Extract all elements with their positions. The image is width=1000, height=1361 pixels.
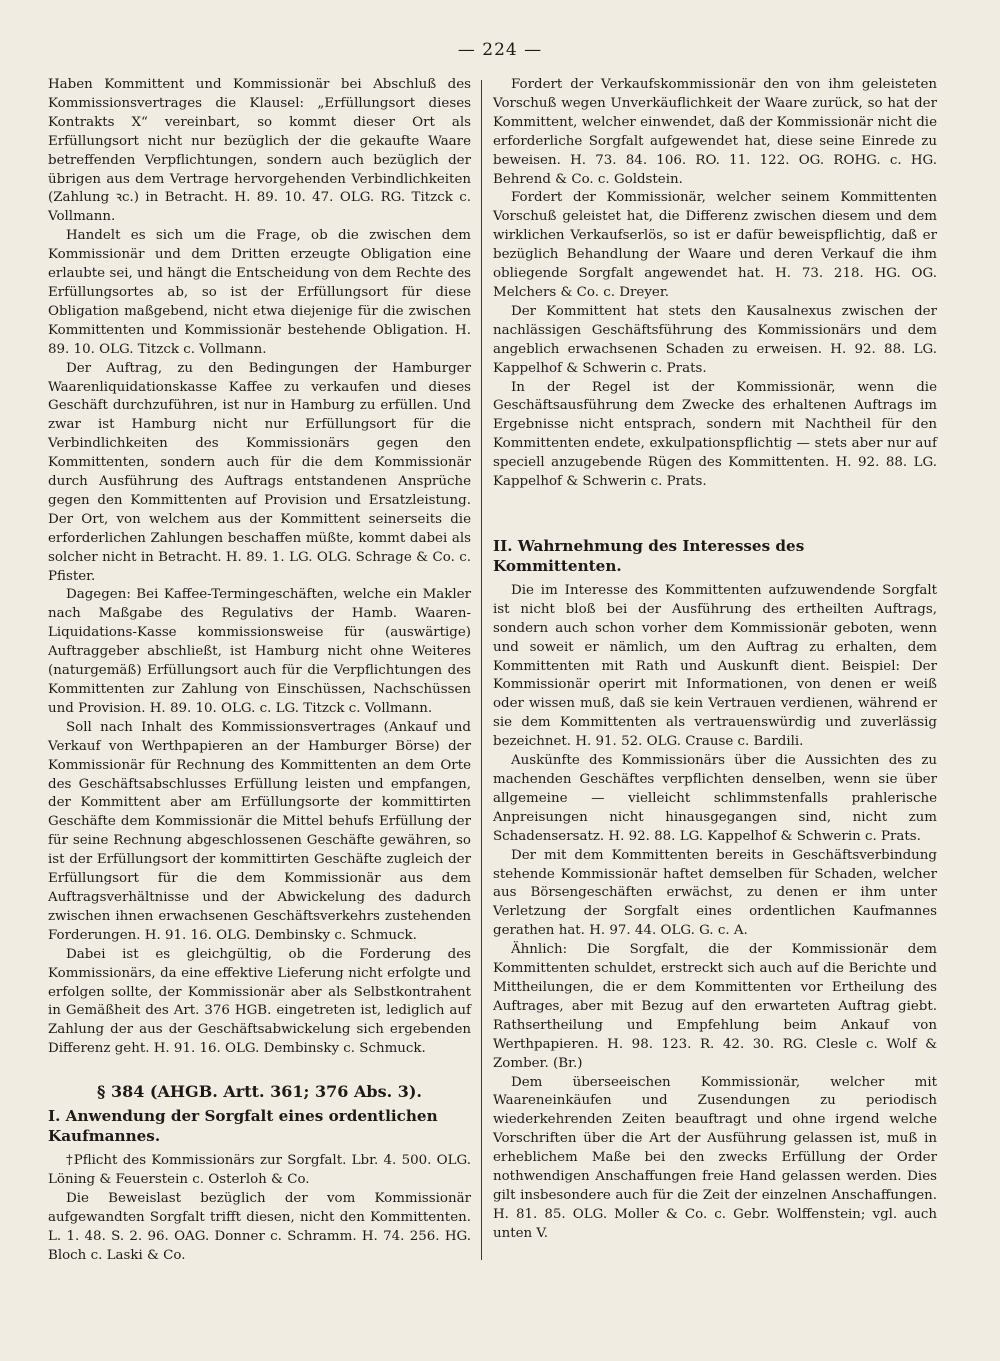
subsection-heading: I. Anwendung der Sorgfalt eines ordentlichen Kaufmannes. bbox=[48, 1107, 438, 1146]
left-column bbox=[48, 76, 471, 1266]
section-title: § 384 (AHGB. Artt. 361; 376 Abs. 3). bbox=[97, 1082, 422, 1102]
paragraph: †Pflicht des Kommissionärs zur Sorgfalt. Lbr. 4. 500. OLG. Löning & Feuerstein c. Osterloh & Co. bbox=[48, 1153, 471, 1188]
paragraph: Auskünfte des Kommissionärs über die Aussichten des zu machenden Geschäftes verpflichten denselben, wenn sie über allgemeine — vielleicht schlimmstenfalls prahlerische Anpreisungen nicht hinausgegangen sind, nicht zum Schadensersatz. H. 92. 88. LG. Kappelhof & Schwerin c. Prats. bbox=[493, 753, 937, 844]
paragraph: Der Auftrag, zu den Bedingungen der Hamburger Waarenliquidationskasse Kaffee zu verkaufen und dieses Geschäft durchzuführen, ist nur in Hamburg zu erfüllen. Und zwar ist Hamburg nicht nur Erfüllungsort für die Verbindlichkeiten des Kommissionärs gegen den Kommittenten, sondern auch für die dem Kommissionär durch Ausführung des Auftrags entstandenen Ansprüche gegen den Kommittenten auf Provision und Ersatzleistung. Der Ort, von welchem aus der Kommittent seinerseits die erforderlichen Zahlungen beschaffen müßte, kommt dabei als solcher nicht in Betracht. H. 89. 1. LG. OLG. Schrage & Co. c. Pfister. bbox=[48, 360, 471, 584]
paragraph: Haben Kommittent und Kommissionär bei Abschluß des Kommissionsvertrages die Klausel: „Erfüllungsort dieses Kontrakts X“ vereinbart, so kommt dieser Ort als Erfüllungsort nicht nur bezüglich der die gekaufte Waare betreffenden Verpflichtungen, sondern auch bezüglich der übrigen aus dem Vertrage hervorgehenden Verbindlichkeiten (Zahlung ꝛc.) in Betracht. H. 89. 10. 47. OLG. RG. Titzck c. Vollmann. bbox=[48, 77, 471, 225]
paragraph: Der Kommittent hat stets den Kausalnexus zwischen der nachlässigen Geschäftsführung des Kommissionärs und dem angeblich erwachsenen Schaden zu erweisen. H. 92. 88. LG. Kappelhof & Schwerin c. Prats. bbox=[493, 303, 937, 376]
paragraph: Ähnlich: Die Sorgfalt, die der Kommissionär dem Kommittenten schuldet, erstreckt sich auch auf die Berichte und Mittheilungen, die er dem Kommittenten vor Ertheilung des Auftrages, aber mit Bezug auf den erwarteten Auftrag giebt. Rathsertheilung und Empfehlung beim Ankauf von Werthpapieren. H. 98. 123. R. 42. 30. RG. Clesle c. Wolf & Zomber. (Br.) bbox=[493, 942, 937, 1071]
paragraph: Der mit dem Kommittenten bereits in Geschäftsverbindung stehende Kommissionär haftet demselben für Schaden, welcher aus Börsengeschäften erwächst, zu denen er ihm unter Verletzung der Sorgfalt eines ordentlichen Kaufmannes gerathen hat. H. 97. 44. OLG. G. c. A. bbox=[493, 847, 937, 939]
paragraph: Die Beweislast bezüglich der vom Kommissionär aufgewandten Sorgfalt trifft diesen, nicht den Kommittenten. L. 1. 48. S. 2. 96. OAG. Donner c. Schramm. H. 74. 256. HG. Bloch c. Laski & Co. bbox=[48, 1190, 471, 1263]
page-number: — 224 — bbox=[457, 40, 543, 60]
subsection-heading: II. Wahrnehmung des Interesses des Kommittenten. bbox=[493, 536, 805, 575]
right-column bbox=[493, 76, 937, 1244]
paragraph: Dem überseeischen Kommissionär, welcher mit Waareneinkäufen und Zusendungen zu periodisch wiederkehrenden Zeiten beauftragt und ohne irgend welche Vorschriften über die Art der Ausführung gelassen ist, muß in erheblichem Maße bei den zwecks Erfüllung der Order nothwendigen Anschaffungen freie Hand gelassen werden. Dies gilt insbesondere auch für die Zeit der einzelnen Anschaffungen. H. 81. 85. OLG. Moller & Co. c. Gebr. Wolffenstein; vgl. auch unten V. bbox=[493, 1074, 937, 1241]
paragraph: Dagegen: Bei Kaffee-Termingeschäften, welche ein Makler nach Maßgabe des Regulativs der Hamb. Waaren-Liquidations-Kasse kommissionsweise für (auswärtige) Auftraggeber abschließt, ist Hamburg nicht ohne Weiteres (naturgemäß) Erfüllungsort auch für die Verpflichtungen des Kommittenten zur Zahlung von Einschüssen, Nachschüssen und Provision. H. 89. 10. OLG. c. LG. Titzck c. Vollmann. bbox=[48, 587, 471, 716]
column-divider bbox=[481, 80, 482, 1260]
paragraph: Fordert der Verkaufskommissionär den von ihm geleisteten Vorschuß wegen Unverkäuflichkeit der Waare zurück, so hat der Kommittent, welcher einwendet, daß der Kommissionär nicht die erforderliche Sorgfalt aufgewendet hat, diese seine Einrede zu beweisen. H. 73. 84. 106. RO. 11. 122. OG. ROHG. c. HG. Behrend & Co. c. Goldstein. bbox=[493, 77, 937, 187]
paragraph: Dabei ist es gleichgültig, ob die Forderung des Kommissionärs, da eine effektive Lieferung nicht erfolgte und erfolgen sollte, der Kommissionär aber als Selbstkontrahent in Gemäßheit des Art. 376 HGB. eingetreten ist, lediglich auf Zahlung der aus der Geschäftsabwickelung sich ergebenden Differenz geht. H. 91. 16. OLG. Dembinsky c. Schmuck. bbox=[48, 946, 471, 1057]
paragraph: Soll nach Inhalt des Kommissionsvertrages (Ankauf und Verkauf von Werthpapieren an der Hamburger Börse) der Kommissionär für Rechnung des Kommittenten an dem Orte des Geschäftsabschlusses Erfüllung leisten und empfangen, der Kommittent aber am Erfüllungsorte der kommittirten Geschäfte dem Kommissionär die Mittel behufs Erfüllung der für seine Rechnung abgeschlossenen Geschäfte gewähren, so ist der Erfüllungsort der kommittirten Geschäfte zugleich der Erfüllungsort für die dem Kommissionär aus dem Auftragsverhältnisse und der Abwickelung des dadurch zwischen ihnen erwachsenen Geschäftsverkehrs zustehenden Forderungen. H. 91. 16. OLG. Dembinsky c. Schmuck. bbox=[48, 719, 471, 943]
paragraph: Die im Interesse des Kommittenten aufzuwendende Sorgfalt ist nicht bloß bei der Ausführung des ertheilten Auftrags, sondern auch schon vorher dem Kommissionär geboten, wenn und soweit er nämlich, um den Auftrag zu erhalten, dem Kommittenten mit Rath und Auskunft dient. Beispiel: Der Kommissionär operirt mit Informationen, von denen er weiß oder wissen muß, daß sie kein Vertrauen verdienen, während er sie dem Kommittenten als vertrauenswürdig und zuverlässig bezeichnet. H. 91. 52. OLG. Crause c. Bardili. bbox=[493, 582, 937, 750]
paragraph: In der Regel ist der Kommissionär, wenn die Geschäftsausführung dem Zwecke des erhaltenen Auftrags im Ergebnisse nicht entsprach, sondern mit Nachtheil für den Kommittenten endete, exkulpationspflichtig — stets aber nur auf speciell anzugebende Rügen des Kommittenten. H. 92. 88. LG. Kappelhof & Schwerin c. Prats. bbox=[493, 379, 937, 490]
paragraph: Handelt es sich um die Frage, ob die zwischen dem Kommissionär und dem Dritten erzeugte Obligation eine erlaubte sei, und hängt die Entscheidung von dem Rechte des Erfüllungsortes ab, so ist der Erfüllungsort für diese Obligation maßgebend, nicht etwa diejenige für die zwischen Kommittenten und Kommissionär bestehende Obligation. H. 89. 10. OLG. Titzck c. Vollmann. bbox=[48, 228, 471, 357]
paragraph: Fordert der Kommissionär, welcher seinem Kommittenten Vorschuß geleistet hat, die Differenz zwischen diesem und dem wirklichen Verkaufserlös, so ist er dafür beweispflichtig, daß er bezüglich Behandlung der Waare und deren Verkauf die ihm obliegende Sorgfalt angewendet hat. H. 73. 218. HG. OG. Melchers & Co. c. Dreyer. bbox=[493, 190, 937, 300]
